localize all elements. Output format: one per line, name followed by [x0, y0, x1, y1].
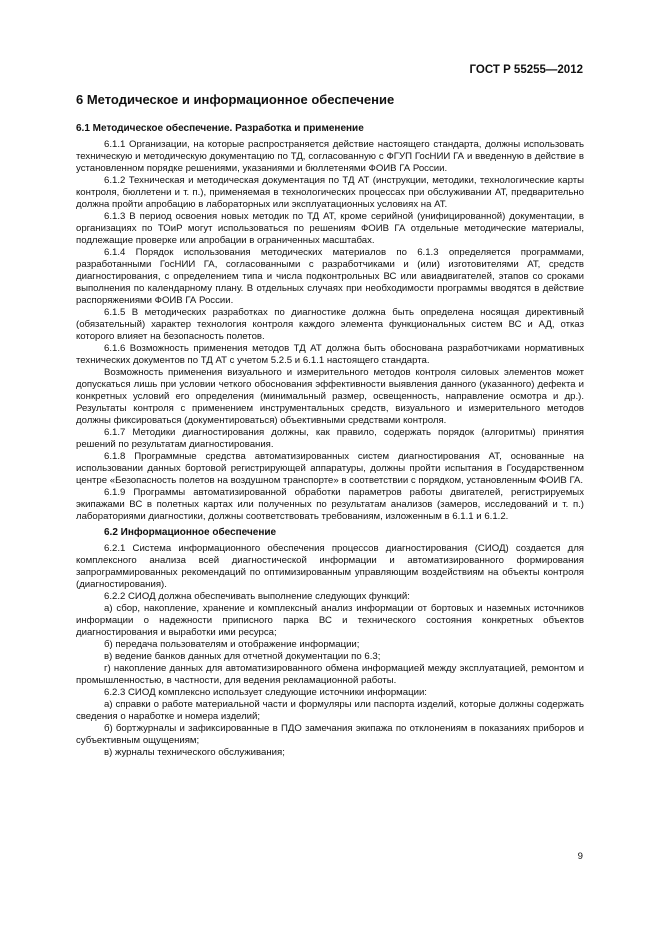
- paragraph: в) ведение банков данных для отчетной документации по 6.3;: [104, 651, 381, 662]
- paragraph: б) бортжурналы и зафиксированные в ПДО замечания экипажа по отклонениям в показаниях приборов и субъективным ощущениям;: [76, 723, 584, 746]
- paragraph: 6.1.5 В методических разработках по диагностике должна быть определена носящая директивный (обязательный) характер технология контроля каждого элемента функциональных систем ВС и АД, отказ которого влияет на безопасность полетов.: [76, 307, 584, 342]
- paragraph: г) накопление данных для автоматизированного обмена информацией между эксплуатацией, ремонтом и промышленностью, в частности, для ведения рекламационной работы.: [76, 663, 584, 686]
- paragraph: 6.1.4 Порядок использования методических материалов по 6.1.3 определяется программами, разработанными ГосНИИ ГА, согласованными с разработчиками и (или) изготовителями АТ, средств диагностирования, с определением типа и числа подконтрольных ВС или авиадвигателей, этапов со сроками выполнения по календарному плану. В отдельных случаях при необходимости программы вводятся в действие распоряжениями ФОИВ ГА России.: [76, 247, 584, 306]
- subsection-6-1-body: [76, 139, 584, 523]
- paragraph: 6.1.7 Методики диагностирования должны, как правило, содержать порядок (алгоритмы) принятия решений по результатам диагностирования.: [76, 427, 584, 450]
- subsection-title-6-1: 6.1 Методическое обеспечение. Разработка и применение: [76, 123, 364, 134]
- paragraph: а) сбор, накопление, хранение и комплексный анализ информации от бортовых и наземных источников информации о надежности приписного парка ВС и технического состояния конкретных объектов диагностирования и выработки ими ресурса;: [76, 603, 584, 638]
- paragraph: 6.1.9 Программы автоматизированной обработки параметров работы двигателей, регистрируемых экипажами ВС в полетных картах или полученных по результатам анализов (замеров, исследований и т. п.) лабораториями диагностики, должны соответствовать требованиям, изложенным в 6.1.1 и 6.1.2.: [76, 487, 584, 522]
- paragraph: а) справки о работе материальной части и формуляры или паспорта изделий, которые должны содержать сведения о наработке и номера изделий;: [76, 699, 584, 722]
- paragraph: в) журналы технического обслуживания;: [104, 747, 285, 758]
- document-id-header: ГОСТ Р 55255—2012: [469, 64, 583, 76]
- page-number: 9: [577, 851, 583, 862]
- paragraph: 6.2.1 Система информационного обеспечения процессов диагностирования (СИОД) создается для комплексного анализа всей диагностической информации и автоматизированного формирования запрограммированных рекомендаций по оптимизированным управляющим воздействиям на объекты контроля (диагностирования).: [76, 543, 584, 590]
- paragraph: б) передача пользователям и отображение информации;: [104, 639, 360, 650]
- paragraph: 6.1.6 Возможность применения методов ТД АТ должна быть обоснована разработчиками нормативных технических документов по ТД АТ с учетом 5.2.5 и 6.1.1 настоящего стандарта.: [76, 343, 584, 366]
- paragraph: 6.2.2 СИОД должна обеспечивать выполнение следующих функций:: [104, 591, 410, 602]
- subsection-6-2-body: [76, 543, 584, 759]
- paragraph: 6.1.8 Программные средства автоматизированных систем диагностирования АТ, основанные на использовании данных бортовой регистрирующей аппаратуры, должны пройти испытания в Государственном центре «Безопасность полетов на воздушном транспорте» в соответствии с порядком, установленным ФОИВ ГА.: [76, 451, 584, 486]
- subsection-title-6-2: 6.2 Информационное обеспечение: [104, 527, 277, 538]
- paragraph: 6.1.2 Техническая и методическая документация по ТД АТ (инструкции, методики, технологические карты контроля, бюллетени и т. п.), применяемая в технологических процессах при обслуживании АТ, предварительно должна пройти апробацию в лабораторных или эксплуатационных условиях на АТ.: [76, 175, 584, 210]
- paragraph: 6.1.1 Организации, на которые распространяется действие настоящего стандарта, должны использовать техническую и методическую документацию по ТД, согласованную с ФГУП ГосНИИ ГА и введенную в действие в установленном порядке решениями, указаниями и бюллетенями ФОИВ ГА России.: [76, 139, 584, 174]
- paragraph: Возможность применения визуального и измерительного методов контроля силовых элементов может допускаться лишь при условии четкого обоснования эффективности выявления данного (указанного) дефекта и конкретных условий его определения (минимальный размер, освещенность, направление осмотра и др.). Результаты контроля с применением инструментальных средств, визуального и измерительного методов должны фиксироваться (документироваться) объективными средствами контроля.: [76, 367, 584, 426]
- section-title: 6 Методическое и информационное обеспечение: [76, 92, 395, 107]
- paragraph: 6.2.3 СИОД комплексно использует следующие источники информации:: [104, 687, 427, 698]
- page-content: [76, 92, 584, 759]
- paragraph: 6.1.3 В период освоения новых методик по ТД АТ, кроме серийной (унифицированной) документации, в организациях по ТОиР могут использоваться по решениям ФОИВ ГА отдельные методические материалы, подлежащие проверке или апробации в ограниченных масштабах.: [76, 211, 584, 246]
